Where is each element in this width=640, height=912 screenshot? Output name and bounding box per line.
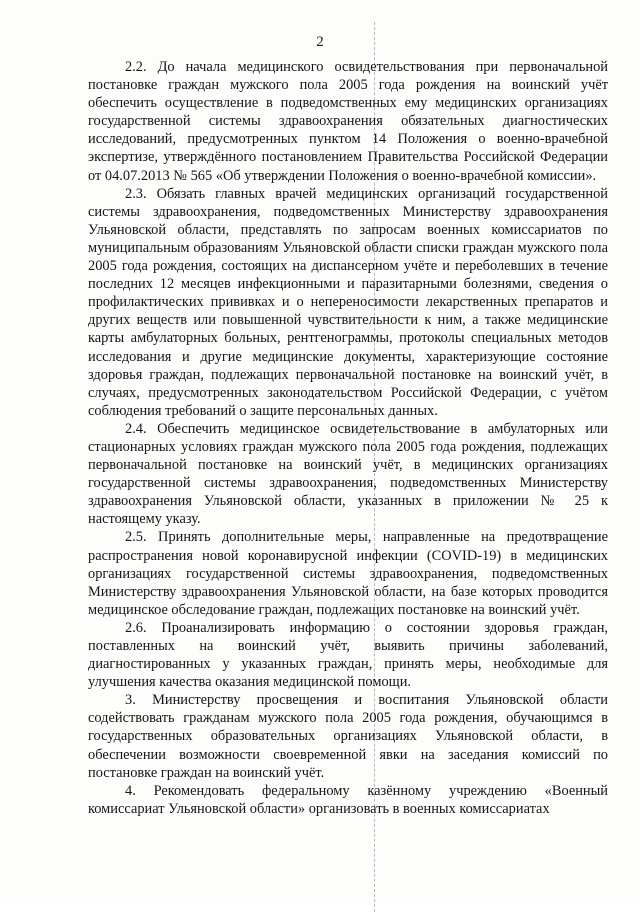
paragraph-2-4: 2.4. Обеспечить медицинское освидетельствование в амбулаторных или стационарных условиях граждан мужского пола 2005 года рождения, подлежащих первоначальной постановке на воинский учёт, в медицинских организациях государственной системы здравоохранения, подведомственных Министерству здравоохранения Ульяновской области, указанных в приложении № 25 к настоящему указу.	[88, 420, 608, 528]
paragraph-3: 3. Министерству просвещения и воспитания Ульяновской области содействовать гражданам мужского пола 2005 года рождения, обучающимся в государственных образовательных организациях Ульяновской области, в обеспечении возможности своевременной явки на заседания комиссий по постановке граждан на воинский учёт.	[88, 692, 608, 781]
paragraph-2-3: 2.3. Обязать главных врачей медицинских организаций государственной системы здравоохранения, подведомственных Министерству здравоохранения Ульяновской области, представлять по запросам военных комиссариатов по муниципальным образованиям Ульяновской области списки граждан мужского пола 2005 года рождения, состоящих на диспансерном учёте и переболевших в течение последних 12 месяцев инфекционными и паразитарными болезнями, сведения о профилактических прививках и о непереносимости лекарственных препаратов и других веществ или повышенной чувствительности к ним, а также медицинские карты амбулаторных больных, рентгенограммы, протоколы специальных методов исследования и другие медицинские документы, характеризующие состояние здоровья граждан, подлежащих первоначальной постановке на воинский учёт, в случаях, предусмотренных законодательством Российской Федерации, с учётом соблюдения требований о защите персональных данных.	[88, 185, 608, 419]
page-number: 2	[316, 34, 324, 50]
document-body	[88, 58, 608, 818]
paragraph-2-5: 2.5. Принять дополнительные меры, направленные на предотвращение распространения новой коронавирусной инфекции (COVID-19) в медицинских организациях государственной системы здравоохранения, подведомственных Министерству здравоохранения Ульяновской области, на базе которых проводится медицинское обследование граждан, подлежащих постановке на воинский учёт.	[88, 529, 608, 618]
paragraph-2-2: 2.2. До начала медицинского освидетельствования при первоначальной постановке граждан мужского пола 2005 года рождения на воинский учёт обеспечить осуществление в подведомственных ему медицинских организациях государственной системы здравоохранения обязательных диагностических исследований, предусмотренных пунктом 14 Положения о военно-врачебной экспертизе, утверждённого постановлением Правительства Российской Федерации от 04.07.2013 № 565 «Об утверждении Положения о военно-врачебной комиссии».	[88, 59, 608, 184]
paragraph-2-6: 2.6. Проанализировать информацию о состоянии здоровья граждан, поставленных на воинский учёт, выявить причины заболеваний, диагностированных у указанных граждан, принять меры, необходимые для улучшения качества оказания медицинской помощи.	[88, 619, 608, 691]
paragraph-4: 4. Рекомендовать федеральному казённому учреждению «Военный комиссариат Ульяновской области» организовать в военных комиссариатах	[88, 782, 608, 817]
